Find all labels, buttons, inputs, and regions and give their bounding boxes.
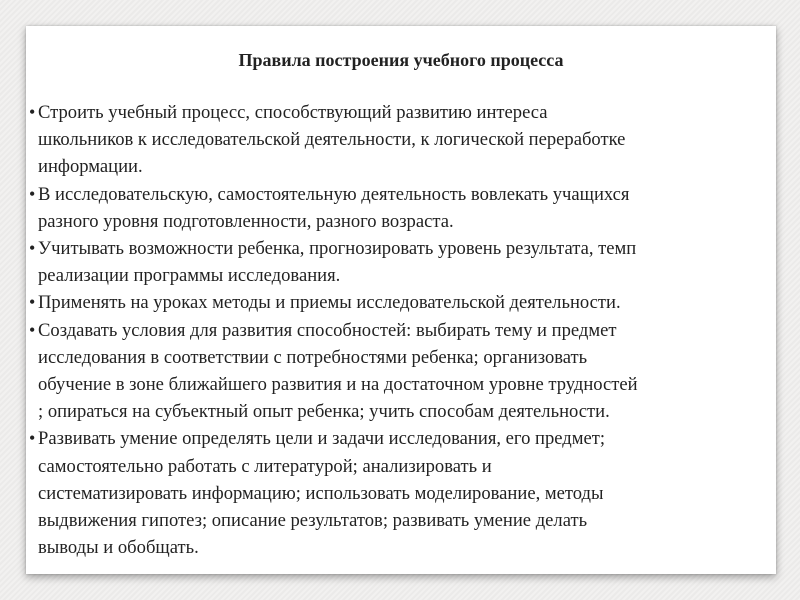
slide-title: Правила построения учебного процесса [238, 50, 564, 70]
rule-item [29, 289, 769, 316]
rule-item [29, 99, 769, 181]
rule-text-line: В исследовательскую, самостоятельную деятельность вовлекать учащихся [38, 183, 630, 205]
rule-text-line: самостоятельно работать с литературой; анализировать и [38, 455, 492, 477]
bullet-icon: • [29, 238, 36, 259]
rule-text-line: ; опираться на субъектный опыт ребенка; учить способам деятельности. [38, 401, 610, 423]
rules-list [29, 99, 769, 561]
rule-text-line: разного уровня подготовленности, разного возраста. [38, 210, 454, 232]
rule-text-line: информации. [38, 156, 143, 178]
rule-text-line: обучение в зоне ближайшего развития и на достаточном уровне трудностей [38, 374, 638, 396]
rule-text-line: выводы и обобщать. [38, 537, 199, 559]
rule-text-line: выдвижения гипотез; описание результатов; развивать умение делать [38, 510, 588, 532]
slide-card [26, 26, 776, 574]
rule-item [29, 181, 769, 235]
rule-text-line: Применять на уроках методы и приемы исследовательской деятельности. [38, 292, 621, 314]
rule-text-line: Учитывать возможности ребенка, прогнозировать уровень результата, темп [38, 238, 637, 260]
bullet-icon: • [29, 319, 36, 340]
rule-text-line: школьников к исследовательской деятельности, к логической переработке [38, 129, 626, 151]
bullet-icon: • [29, 292, 36, 313]
rule-text-line: Строить учебный процесс, способствующий развитию интереса [38, 102, 548, 123]
rule-item [29, 317, 769, 426]
bullet-icon: • [29, 102, 36, 122]
rule-text-line: реализации программы исследования. [38, 265, 341, 287]
bullet-icon: • [29, 428, 36, 449]
rule-text-line: исследования в соответствии с потребностями ребенка; организовать [38, 346, 588, 368]
rule-text-line: Создавать условия для развития способностей: выбирать тему и предмет [38, 319, 617, 341]
rule-text-line: систематизировать информацию; использовать моделирование, методы [38, 482, 604, 504]
rule-text-line: Развивать умение определять цели и задачи исследования, его предмет; [38, 428, 606, 450]
rule-item [29, 425, 769, 561]
rule-item [29, 235, 769, 289]
bullet-icon: • [29, 183, 36, 204]
